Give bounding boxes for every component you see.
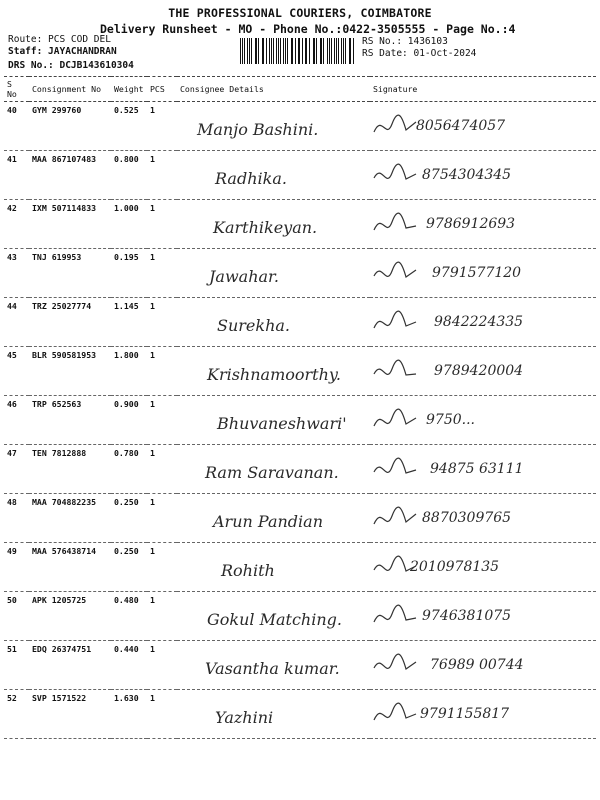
cell-signature [370,445,596,494]
cell-weight: 0.900 [111,396,147,445]
cell-consignment: EDQ 26374751 [29,641,111,690]
cell-consignment: TRP 652563 [29,396,111,445]
signature-scribble [372,112,418,142]
table-row [4,396,596,445]
cell-sno: 40 [4,102,29,151]
cell-consignment: IXM 507114833 [29,200,111,249]
table-row [4,200,596,249]
signature-phone: 8870309765 [422,510,512,526]
cell-pcs: 1 [147,690,177,739]
cell-signature [370,543,596,592]
cell-consignment: MAA 576438714 [29,543,111,592]
cell-pcs: 1 [147,151,177,200]
cell-weight: 0.250 [111,494,147,543]
col-signature: Signature [370,77,596,102]
table-row [4,445,596,494]
signature-scribble [372,651,418,681]
cell-pcs: 1 [147,347,177,396]
cell-sno: 43 [4,249,29,298]
signature-scribble [372,357,418,387]
cell-pcs: 1 [147,298,177,347]
rs-number: RS No.: 1436103 [362,36,448,47]
cell-consignment: MAA 867107483 [29,151,111,200]
consignee-name: Bhuvaneshwari' [217,414,347,433]
table-row [4,249,596,298]
signature-phone: 2010978135 [410,559,500,575]
signature-scribble [372,406,418,436]
consignee-name: Arun Pandian [213,512,323,531]
col-consignment: Consignment No [29,77,111,102]
signature-phone: 9786912693 [426,216,516,232]
signature-phone: 9750... [426,412,475,428]
cell-consignee [177,200,370,249]
cell-consignee [177,102,370,151]
cell-pcs: 1 [147,592,177,641]
runsheet-subtitle: Delivery Runsheet - MO - Phone No.:0422-3505555 - Page No.:4 [100,22,516,36]
cell-signature [370,249,596,298]
cell-consignee [177,543,370,592]
signature-phone: 9789420004 [434,363,524,379]
drs-number: DRS No.: DCJB143610304 [8,60,134,71]
cell-signature [370,641,596,690]
consignee-name: Yazhini [215,708,274,727]
cell-pcs: 1 [147,200,177,249]
cell-consignment: SVP 1571522 [29,690,111,739]
table-row [4,592,596,641]
route-label: Route: PCS COD DEL [8,34,111,45]
consignee-name: Vasantha kumar. [205,659,340,678]
signature-scribble [372,259,418,289]
cell-pcs: 1 [147,641,177,690]
table-row [4,347,596,396]
signature-scribble [372,700,418,730]
cell-weight: 1.145 [111,298,147,347]
cell-sno: 47 [4,445,29,494]
cell-signature [370,102,596,151]
consignee-name: Surekha. [217,316,291,335]
table-row [4,690,596,739]
cell-weight: 0.480 [111,592,147,641]
signature-scribble [372,602,418,632]
cell-sno: 41 [4,151,29,200]
cell-weight: 0.800 [111,151,147,200]
table-row [4,151,596,200]
signature-scribble [372,210,418,240]
cell-consignee [177,690,370,739]
table-row [4,543,596,592]
staff-label: Staff: JAYACHANDRAN [8,46,117,57]
signature-phone: 94875 63111 [430,461,524,477]
consignee-name: Jawahar. [209,267,280,286]
signature-scribble [372,504,418,534]
cell-consignee [177,445,370,494]
col-pcs: PCS [147,77,177,102]
barcode [240,38,356,64]
cell-sno: 49 [4,543,29,592]
cell-signature [370,151,596,200]
cell-consignee [177,494,370,543]
cell-consignee [177,249,370,298]
cell-sno: 45 [4,347,29,396]
cell-sno: 48 [4,494,29,543]
signature-phone: 9842224335 [434,314,524,330]
col-sno: S No [4,77,29,102]
cell-signature [370,592,596,641]
cell-signature [370,396,596,445]
signature-phone: 9791155817 [420,706,510,722]
cell-consignee [177,347,370,396]
table-row [4,102,596,151]
cell-consignee [177,151,370,200]
cell-consignment: APK 1205725 [29,592,111,641]
cell-sno: 44 [4,298,29,347]
consignee-name: Radhika. [215,169,287,188]
cell-consignee [177,641,370,690]
cell-pcs: 1 [147,249,177,298]
cell-signature [370,690,596,739]
cell-consignee [177,592,370,641]
cell-sno: 42 [4,200,29,249]
cell-sno: 46 [4,396,29,445]
cell-consignment: TRZ 25027774 [29,298,111,347]
cell-weight: 1.630 [111,690,147,739]
signature-scribble [372,308,418,338]
cell-signature [370,298,596,347]
cell-pcs: 1 [147,543,177,592]
cell-consignee [177,298,370,347]
cell-pcs: 1 [147,396,177,445]
signature-phone: 8754304345 [422,167,512,183]
company-title: THE PROFESSIONAL COURIERS, COIMBATORE [168,6,432,20]
consignee-name: Gokul Matching. [207,610,342,629]
signature-phone: 76989 00744 [430,657,524,673]
consignee-name: Ram Saravanan. [205,463,339,482]
cell-pcs: 1 [147,102,177,151]
rs-date: RS Date: 01-Oct-2024 [362,48,477,59]
consignee-name: Manjo Bashini. [197,120,319,139]
cell-consignment: TEN 7812888 [29,445,111,494]
cell-consignment: MAA 704882235 [29,494,111,543]
table-row [4,494,596,543]
cell-weight: 0.195 [111,249,147,298]
cell-weight: 0.525 [111,102,147,151]
table-row [4,298,596,347]
cell-sno: 52 [4,690,29,739]
consignee-name: Krishnamoorthy. [207,365,341,384]
cell-weight: 0.250 [111,543,147,592]
table-header [4,77,596,102]
cell-consignment: GYM 299760 [29,102,111,151]
signature-phone: 9746381075 [422,608,512,624]
cell-weight: 1.800 [111,347,147,396]
cell-signature [370,347,596,396]
cell-weight: 1.000 [111,200,147,249]
cell-pcs: 1 [147,494,177,543]
cell-sno: 50 [4,592,29,641]
signature-phone: 9791577120 [432,265,522,281]
col-weight: Weight [111,77,147,102]
cell-consignee [177,396,370,445]
signature-phone: 8056474057 [416,118,506,134]
cell-consignment: TNJ 619953 [29,249,111,298]
cell-weight: 0.440 [111,641,147,690]
cell-signature [370,200,596,249]
runsheet-table [4,76,596,739]
cell-consignment: BLR 590581953 [29,347,111,396]
cell-signature [370,494,596,543]
consignee-name: Karthikeyan. [213,218,318,237]
consignee-name: Rohith [221,561,275,580]
signature-scribble [372,455,418,485]
col-consignee: Consignee Details [177,77,370,102]
table-row [4,641,596,690]
signature-scribble [372,161,418,191]
cell-pcs: 1 [147,445,177,494]
cell-weight: 0.780 [111,445,147,494]
cell-sno: 51 [4,641,29,690]
